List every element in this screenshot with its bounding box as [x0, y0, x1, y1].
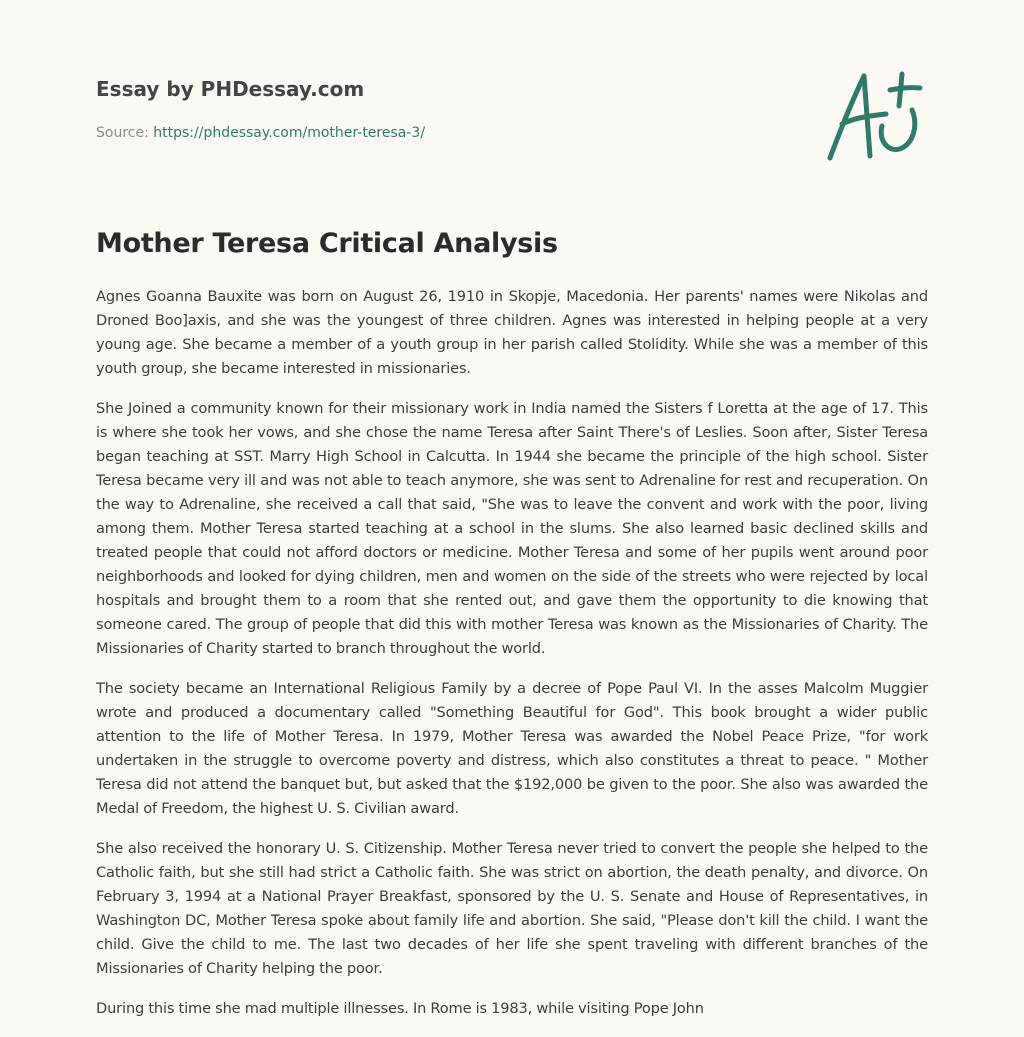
site-title: Essay by PHDessay.com [96, 77, 365, 101]
essay-paragraph: She Joined a community known for their missionary work in India named the Sisters f Loretta at the age of 17. This is where she took her vows, and she chose the name Teresa after Saint There's of Leslies. Soon after, Sister Teresa began teaching at SST. Marry High School in Calcutta. In 1944 she became the principle of the high school. Sister Teresa became very ill and was not able to teach anymore, she was sent to Adrenaline for rest and recuperation. On the way to Adrenaline, she received a call that said, "She was to leave the convent and work with the poor, living among them. Mother Teresa started teaching at a school in the slums. She also learned basic declined skills and treated people that could not afford doctors or medicine. Mother Teresa and some of her pupils went around poor neighborhoods and looked for dying children, men and women on the side of the streets who were rejected by local hospitals and brought them to a room that she rented out, and gave them the opportunity to die knowing that someone cared. The group of people that did this with mother Teresa was known as the Missionaries of Charity. The Missionaries of Charity started to branch throughout the world. [96, 400, 928, 657]
essay-title: Mother Teresa Critical Analysis [96, 228, 558, 259]
source-label: Source: [96, 125, 154, 141]
essay-paragraph: Agnes Goanna Bauxite was born on August 26, 1910 in Skopje, Macedonia. Her parents' names were Nikolas and Droned Boo]axis, and she was the youngest of three children. Agnes was interested in helping people at a very young age. She became a member of a youth group in her parish called Stolidity. While she was a member of this youth group, she became interested in missionaries. [96, 288, 928, 377]
a-plus-grade-icon [820, 66, 930, 166]
essay-body [96, 285, 928, 1037]
essay-paragraph: She also received the honorary U. S. Citizenship. Mother Teresa never tried to convert the people she helped to the Catholic faith, but she still had strict a Catholic faith. She was strict on abortion, the death penalty, and divorce. On February 3, 1994 at a National Prayer Breakfast, sponsored by the U. S. Senate and House of Representatives, in Washington DC, Mother Teresa spoke about family life and abortion. She said, "Please don't kill the child. I want the child. Give the child to me. The last two decades of her life she spent traveling with different branches of the Missionaries of Charity helping the poor. [96, 840, 928, 977]
page-header [96, 74, 936, 143]
essay-paragraph: The society became an International Religious Family by a decree of Pope Paul VI. In the asses Malcolm Muggier wrote and produced a documentary called "Something Beautiful for God". This book brought a wider public attention to the life of Mother Teresa. In 1979, Mother Teresa was awarded the Nobel Peace Prize, "for work undertaken in the struggle to overcome poverty and distress, which also constitutes a threat to peace. " Mother Teresa did not attend the banquet but, but asked that the $192,000 be given to the poor. She also was awarded the Medal of Freedom, the highest U. S. Civilian award. [96, 680, 928, 817]
source-link[interactable]: https://phdessay.com/mother-teresa-3/ [153, 125, 426, 141]
source-line [96, 123, 936, 143]
essay-paragraph: During this time she mad multiple illnesses. In Rome is 1983, while visiting Pope John [96, 1000, 704, 1017]
